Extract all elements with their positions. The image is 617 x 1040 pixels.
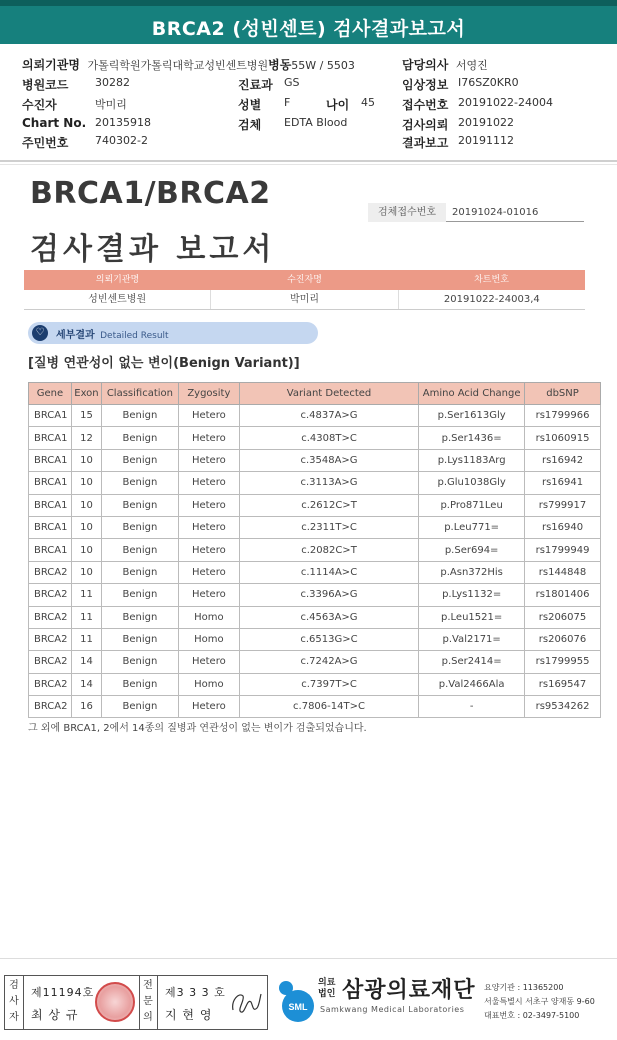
lab-code: 요양기관 : 11365200	[484, 983, 564, 992]
dbsnp-cell: rs9534262	[525, 696, 601, 718]
specialist-name: 지 현 영	[165, 1008, 213, 1022]
report-title-line2: 검사결과 보고서	[30, 232, 276, 267]
classification-cell: Benign	[101, 427, 178, 449]
classification-cell: Benign	[101, 696, 178, 718]
exon-cell: 11	[71, 606, 101, 628]
dbsnp-cell: rs16941	[525, 472, 601, 494]
zygosity-cell: Hetero	[178, 584, 239, 606]
clinical-label: 임상정보	[402, 78, 449, 92]
classification-cell: Benign	[101, 494, 178, 516]
amino-acid-cell: p.Ser1613Gly	[419, 405, 525, 427]
dbsnp-cell: rs1799955	[525, 651, 601, 673]
variant-cell: c.3113A>G	[239, 472, 418, 494]
specimen-label: 검체	[238, 118, 262, 132]
variant-row	[29, 494, 601, 516]
gene-cell: BRCA1	[29, 405, 72, 427]
variant-cell: c.2082C>T	[239, 539, 418, 561]
variant-row	[29, 561, 601, 583]
doctor-value: 서영진	[455, 59, 488, 72]
report-title-line1: BRCA1/BRCA2	[30, 176, 271, 211]
header-divider-thin	[0, 164, 617, 165]
patient-header-cell: 수진자명	[287, 275, 322, 285]
gene-cell: BRCA1	[29, 472, 72, 494]
patient-table-header	[24, 270, 585, 290]
zygosity-cell: Hetero	[178, 472, 239, 494]
variant-row	[29, 696, 601, 718]
header-exon: Exon	[71, 383, 101, 405]
gene-cell: BRCA1	[29, 494, 72, 516]
gene-cell: BRCA2	[29, 651, 72, 673]
exon-cell: 10	[71, 516, 101, 538]
header-zygosity: Zygosity	[178, 383, 239, 405]
classification-cell: Benign	[101, 472, 178, 494]
patient-table-row	[24, 290, 585, 310]
inspector-label: 검사자	[9, 980, 19, 1023]
gene-cell: BRCA2	[29, 606, 72, 628]
classification-cell: Benign	[101, 539, 178, 561]
hospital-code-label: 병원코드	[22, 78, 69, 92]
signature-icon	[229, 986, 263, 1018]
exon-cell: 11	[71, 584, 101, 606]
dbsnp-cell: rs144848	[525, 561, 601, 583]
collector-label: 수진자	[22, 98, 57, 112]
footer-divider	[0, 958, 617, 959]
patient-cell: 박미리	[211, 290, 398, 309]
clinical-value: I76SZ0KR0	[458, 76, 519, 89]
lab-name: 삼광의료재단	[342, 978, 476, 1003]
exon-cell: 11	[71, 628, 101, 650]
id-label: 주민번호	[22, 136, 69, 150]
banner-title: BRCA2 (성빈센트) 검사결과보고서	[151, 18, 466, 40]
variant-cell: c.4308T>C	[239, 427, 418, 449]
red-seal-icon	[95, 982, 135, 1022]
variant-row	[29, 539, 601, 561]
report-footnote: 그 외에 BRCA1, 2에서 14종의 질병과 연관성이 없는 변이가 검출되었습니다.	[28, 723, 367, 734]
signature-box	[4, 975, 268, 1030]
amino-acid-cell: p.Val2171=	[419, 628, 525, 650]
receipt-box-label: 검체접수번호	[368, 203, 446, 222]
zygosity-cell: Hetero	[178, 405, 239, 427]
gene-cell: BRCA1	[29, 539, 72, 561]
id-value: 740302-2	[95, 134, 148, 147]
zygosity-cell: Hetero	[178, 651, 239, 673]
gene-cell: BRCA2	[29, 561, 72, 583]
variant-cell: c.3548A>G	[239, 449, 418, 471]
classification-cell: Benign	[101, 673, 178, 695]
amino-acid-cell: -	[419, 696, 525, 718]
patient-table	[24, 270, 585, 310]
header-classification: Classification	[101, 383, 178, 405]
exon-cell: 10	[71, 539, 101, 561]
zygosity-cell: Homo	[178, 628, 239, 650]
variant-row	[29, 449, 601, 471]
zygosity-cell: Hetero	[178, 494, 239, 516]
report-label: 결과보고	[402, 136, 449, 150]
dbsnp-cell: rs799917	[525, 494, 601, 516]
inspector-name: 최 상 규	[31, 1008, 79, 1022]
variant-row	[29, 427, 601, 449]
exon-cell: 14	[71, 651, 101, 673]
classification-cell: Benign	[101, 606, 178, 628]
dbsnp-cell: rs16940	[525, 516, 601, 538]
lab-prefix: 의료법인	[318, 978, 336, 999]
header-variant: Variant Detected	[239, 383, 418, 405]
lab-address: 서울특별시 서초구 양재동 9-60	[484, 997, 595, 1006]
dbsnp-cell: rs1060915	[525, 427, 601, 449]
dbsnp-cell: rs16942	[525, 449, 601, 471]
variant-cell: c.7397T>C	[239, 673, 418, 695]
amino-acid-cell: p.Val2466Ala	[419, 673, 525, 695]
age-value: 45	[361, 96, 375, 109]
zygosity-cell: Hetero	[178, 449, 239, 471]
pink-ribbon-icon: ♡	[32, 325, 48, 341]
zygosity-cell: Hetero	[178, 561, 239, 583]
gene-cell: BRCA2	[29, 673, 72, 695]
amino-acid-cell: p.Asn372His	[419, 561, 525, 583]
classification-cell: Benign	[101, 584, 178, 606]
section-label: 세부결과	[56, 330, 95, 341]
doctor-label: 담당의사	[402, 58, 449, 72]
zygosity-cell: Hetero	[178, 696, 239, 718]
variant-cell: c.2311T>C	[239, 516, 418, 538]
header-amino-acid: Amino Acid Change	[419, 383, 525, 405]
amino-acid-cell: p.Leu771=	[419, 516, 525, 538]
exon-cell: 15	[71, 405, 101, 427]
chart-label: Chart No.	[22, 116, 87, 130]
exon-cell: 10	[71, 449, 101, 471]
amino-acid-cell: p.Glu1038Gly	[419, 472, 525, 494]
variant-cell: c.6513G>C	[239, 628, 418, 650]
amino-acid-cell: p.Leu1521=	[419, 606, 525, 628]
patient-header-cell: 의뢰기관명	[95, 275, 140, 285]
amino-acid-cell: p.Pro871Leu	[419, 494, 525, 516]
dbsnp-cell: rs1799966	[525, 405, 601, 427]
classification-cell: Benign	[101, 516, 178, 538]
dbsnp-cell: rs206075	[525, 606, 601, 628]
header-gene: Gene	[29, 383, 72, 405]
zygosity-cell: Homo	[178, 606, 239, 628]
hospital-code-field	[22, 76, 68, 93]
specimen-value: EDTA Blood	[284, 116, 348, 129]
dept-value: GS	[284, 76, 300, 89]
doctor-field	[402, 56, 488, 73]
lab-phone: 대표번호 : 02-3497-5100	[484, 1011, 580, 1020]
patient-cell: 20191022-24003,4	[443, 294, 540, 305]
variant-row	[29, 472, 601, 494]
request-label: 검사의뢰	[402, 118, 449, 132]
report-value: 20191112	[458, 134, 514, 147]
exon-cell: 10	[71, 561, 101, 583]
sex-value: F	[284, 96, 291, 109]
amino-acid-cell: p.Lys1183Arg	[419, 449, 525, 471]
specialist-label: 전문의	[143, 980, 153, 1023]
dbsnp-cell: rs1801406	[525, 584, 601, 606]
dbsnp-cell: rs1799949	[525, 539, 601, 561]
exon-cell: 10	[71, 472, 101, 494]
variant-row	[29, 584, 601, 606]
gene-cell: BRCA1	[29, 449, 72, 471]
receipt-box	[368, 203, 584, 222]
zygosity-cell: Hetero	[178, 516, 239, 538]
gene-cell: BRCA2	[29, 628, 72, 650]
classification-cell: Benign	[101, 405, 178, 427]
sml-logo-text: SML	[288, 1002, 308, 1012]
variant-table	[28, 382, 601, 718]
detailed-result-bar	[28, 322, 318, 344]
zygosity-cell: Hetero	[178, 539, 239, 561]
exon-cell: 12	[71, 427, 101, 449]
chart-value: 20135918	[95, 116, 151, 129]
variant-row	[29, 405, 601, 427]
header-dbsnp: dbSNP	[525, 383, 601, 405]
collector-value: 박미리	[95, 98, 127, 111]
exon-cell: 16	[71, 696, 101, 718]
amino-acid-cell: p.Ser694=	[419, 539, 525, 561]
exon-cell: 14	[71, 673, 101, 695]
gene-cell: BRCA1	[29, 516, 72, 538]
header-divider	[0, 160, 617, 162]
specialist-license: 제3 3 3 호	[165, 986, 226, 999]
zygosity-cell: Hetero	[178, 427, 239, 449]
receipt-value: 20191022-24004	[458, 96, 553, 109]
gene-cell: BRCA1	[29, 427, 72, 449]
sml-logo-icon	[272, 976, 316, 1026]
receipt-label: 접수번호	[402, 98, 449, 112]
variant-cell: c.4563A>G	[239, 606, 418, 628]
variant-row	[29, 673, 601, 695]
lab-name-en: Samkwang Medical Laboratories	[320, 1005, 465, 1014]
hospital-code-value: 30282	[95, 76, 130, 89]
gene-cell: BRCA2	[29, 696, 72, 718]
dbsnp-cell: rs169547	[525, 673, 601, 695]
exon-cell: 10	[71, 494, 101, 516]
variant-row	[29, 516, 601, 538]
age-label: 나이	[326, 98, 350, 112]
variant-row	[29, 651, 601, 673]
variant-row	[29, 628, 601, 650]
classification-cell: Benign	[101, 561, 178, 583]
report-banner	[0, 0, 617, 44]
variant-cell: c.1114A>C	[239, 561, 418, 583]
gene-cell: BRCA2	[29, 584, 72, 606]
variant-row	[29, 606, 601, 628]
receipt-box-value: 20191024-01016	[452, 207, 539, 218]
variant-table-header	[29, 383, 601, 405]
amino-acid-cell: p.Ser2414=	[419, 651, 525, 673]
classification-cell: Benign	[101, 628, 178, 650]
zygosity-cell: Homo	[178, 673, 239, 695]
hospital-value: 가톨릭학원가톨릭대학교성빈센트병원	[87, 59, 269, 72]
amino-acid-cell: p.Lys1132=	[419, 584, 525, 606]
amino-acid-cell: p.Ser1436=	[419, 427, 525, 449]
ward-label: 병동	[268, 58, 292, 72]
variant-cell: c.3396A>G	[239, 584, 418, 606]
ward-value: 55W / 5503	[291, 59, 355, 72]
dept-label: 진료과	[238, 78, 273, 92]
inspector-license: 제11194호	[31, 986, 95, 999]
patient-cell: 성빈센트병원	[24, 290, 211, 309]
dbsnp-cell: rs206076	[525, 628, 601, 650]
hospital-field	[22, 56, 355, 73]
section-sub: Detailed Result	[100, 331, 169, 341]
variant-cell: c.7242A>G	[239, 651, 418, 673]
classification-cell: Benign	[101, 651, 178, 673]
variant-cell: c.4837A>G	[239, 405, 418, 427]
hospital-label: 의뢰기관명	[22, 58, 80, 72]
sex-label: 성별	[238, 98, 262, 112]
variant-cell: c.2612C>T	[239, 494, 418, 516]
request-value: 20191022	[458, 116, 514, 129]
variant-cell: c.7806-14T>C	[239, 696, 418, 718]
classification-cell: Benign	[101, 449, 178, 471]
patient-header-cell: 차트번호	[474, 275, 509, 285]
variant-heading: [질병 연관성이 없는 변이(Benign Variant)]	[28, 356, 300, 371]
